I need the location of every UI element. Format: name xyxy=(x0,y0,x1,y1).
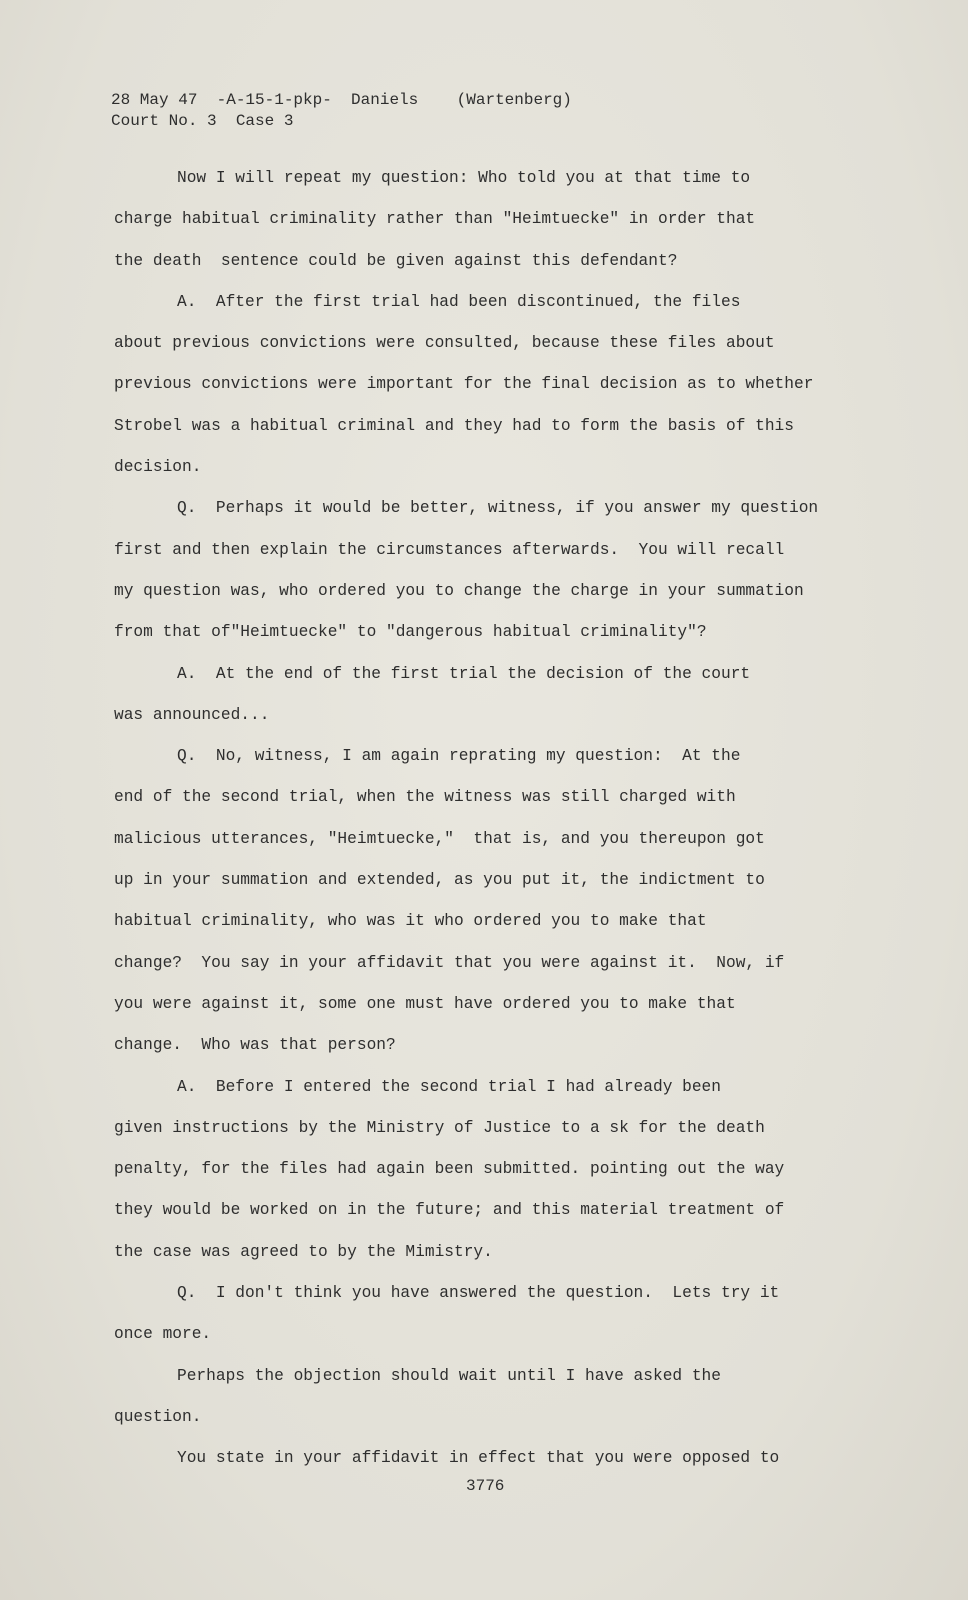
text-line: first and then explain the circumstances afterwards. You will recall xyxy=(114,540,785,559)
text-line: charge habitual criminality rather than "Heimtuecke" in order that xyxy=(114,210,756,229)
text-line: the case was agreed to by the Mimistry. xyxy=(114,1242,493,1261)
text-line: change? You say in your affidavit that you were against it. Now, if xyxy=(114,953,785,972)
header-line-2: Court No. 3 Case 3 xyxy=(111,112,294,130)
text-line: given instructions by the Ministry of Justice to a sk for the death xyxy=(114,1118,765,1137)
text-line: my question was, who ordered you to change the charge in your summation xyxy=(114,581,804,600)
text-line: once more. xyxy=(114,1325,212,1344)
text-line: Q. Perhaps it would be better, witness, if you answer my question xyxy=(177,499,819,518)
transcript-body xyxy=(114,168,874,1490)
text-line: the death sentence could be given against this defendant? xyxy=(114,251,678,270)
document-header xyxy=(111,90,572,132)
text-line: you were against it, some one must have ordered you to make that xyxy=(114,994,736,1013)
text-line: question. xyxy=(114,1407,202,1426)
transcript-paragraph xyxy=(114,1077,874,1283)
text-line: previous convictions were important for the final decision as to whether xyxy=(114,375,814,394)
text-line: change. Who was that person? xyxy=(114,1036,396,1055)
text-line: they would be worked on in the future; and this material treatment of xyxy=(114,1201,785,1220)
text-line: habitual criminality, who was it who ordered you to make that xyxy=(114,912,707,931)
page-number: 3776 xyxy=(466,1477,505,1495)
text-line: malicious utterances, "Heimtuecke," that is, and you thereupon got xyxy=(114,829,765,848)
transcript-paragraph xyxy=(114,664,874,747)
transcript-paragraph xyxy=(114,746,874,1076)
text-line: end of the second trial, when the witness was still charged with xyxy=(114,788,736,807)
text-line: Perhaps the objection should wait until I have asked the xyxy=(177,1366,721,1385)
text-line: was announced... xyxy=(114,705,270,724)
transcript-paragraph xyxy=(114,1366,874,1449)
transcript-paragraph xyxy=(114,498,874,663)
text-line: Q. I don't think you have answered the question. Lets try it xyxy=(177,1284,780,1303)
header-line-1: 28 May 47 -A-15-1-pkp- Daniels (Wartenberg) xyxy=(111,91,572,109)
text-line: A. Before I entered the second trial I had already been xyxy=(177,1077,721,1096)
text-line: decision. xyxy=(114,458,202,477)
text-line: penalty, for the files had again been submitted. pointing out the way xyxy=(114,1160,785,1179)
text-line: Q. No, witness, I am again reprating my question: At the xyxy=(177,747,741,766)
text-line: Now I will repeat my question: Who told you at that time to xyxy=(177,169,751,187)
text-line: about previous convictions were consulted, because these files about xyxy=(114,334,775,353)
text-line: You state in your affidavit in effect that you were opposed to xyxy=(177,1449,780,1468)
transcript-paragraph xyxy=(114,168,874,292)
text-line: Strobel was a habitual criminal and they had to form the basis of this xyxy=(114,416,794,435)
transcript-paragraph xyxy=(114,1283,874,1366)
text-line: A. At the end of the first trial the decision of the court xyxy=(177,664,751,683)
text-line: up in your summation and extended, as you put it, the indictment to xyxy=(114,871,765,890)
transcript-paragraph xyxy=(114,292,874,498)
text-line: from that of"Heimtuecke" to "dangerous habitual criminality"? xyxy=(114,623,707,642)
text-line: A. After the first trial had been discontinued, the files xyxy=(177,292,741,311)
